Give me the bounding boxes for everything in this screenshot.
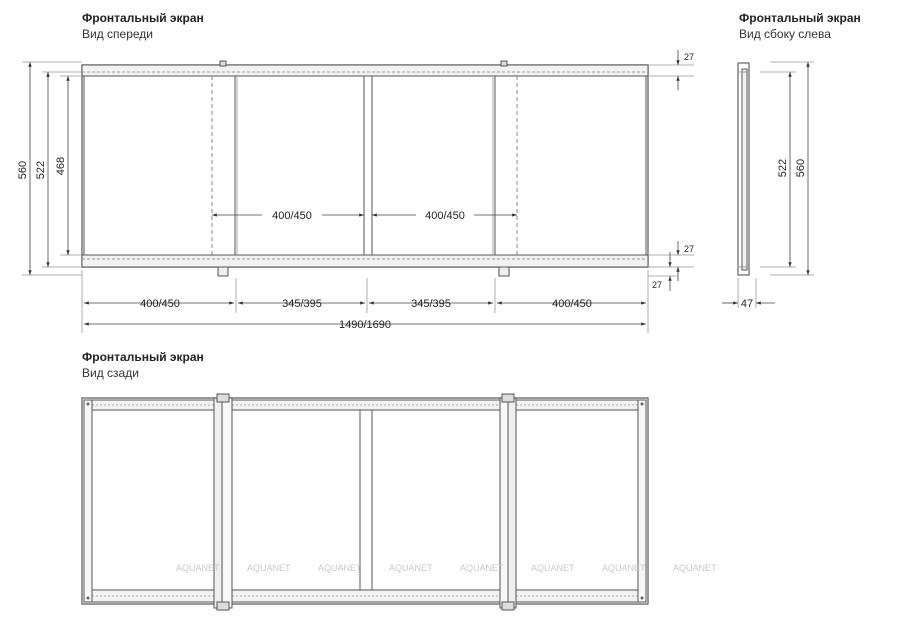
dim-seg-right: 400/450 <box>552 298 592 310</box>
side-dimensions <box>722 62 814 308</box>
front-view-title: Фронтальный экран <box>82 11 204 25</box>
dim-slide-left: 400/450 <box>272 210 312 222</box>
dim-height-inner: 522 <box>35 160 47 180</box>
watermark: AQUANET <box>460 563 504 573</box>
clamp-bottom-right <box>502 602 514 610</box>
dim-side-height-inner: 522 <box>777 158 789 178</box>
front-panel-4 <box>495 76 646 255</box>
front-frame <box>82 65 648 267</box>
watermark: AQUANET <box>602 563 646 573</box>
watermark: AQUANET <box>531 563 575 573</box>
top-clip-left <box>220 61 226 66</box>
clamp-top-right <box>502 394 514 402</box>
dim-side-depth: 47 <box>740 298 754 310</box>
back-bracket-left-b <box>222 398 232 608</box>
dim-seg-mid-left: 345/395 <box>282 298 322 310</box>
front-center-joint <box>364 76 372 255</box>
dim-slide-right: 400/450 <box>425 210 465 222</box>
front-bottom-rail <box>82 255 648 267</box>
front-panel-3 <box>372 76 495 255</box>
side-view-title: Фронтальный экран <box>739 11 861 25</box>
side-view-subtitle: Вид сбоку слева <box>739 27 831 41</box>
watermark: AQUANET <box>176 563 220 573</box>
front-dimension-labels <box>17 52 694 331</box>
back-view-subtitle: Вид сзади <box>82 366 139 380</box>
dim-rail-top: 27 <box>684 52 695 62</box>
side-view <box>738 63 749 275</box>
back-left-post <box>84 400 92 602</box>
dim-height-panel: 468 <box>55 156 67 176</box>
dim-foot: 27 <box>652 280 663 290</box>
front-top-rail <box>82 65 648 76</box>
back-view-title: Фронтальный экран <box>82 350 204 364</box>
dim-rail-bottom: 27 <box>684 244 695 254</box>
foot-right <box>499 267 509 276</box>
watermark: AQUANET <box>673 563 717 573</box>
side-profile-inner <box>742 69 747 270</box>
front-view-subtitle: Вид спереди <box>82 27 154 41</box>
watermark: AQUANET <box>318 563 362 573</box>
dim-height-total: 560 <box>17 160 29 180</box>
clamp-top-left <box>217 394 229 402</box>
back-frame <box>82 398 648 604</box>
front-panel-2 <box>235 76 364 255</box>
front-dimensions <box>22 50 694 333</box>
side-dimension-labels <box>741 159 807 310</box>
dim-overall-length: 1490/1690 <box>339 319 391 331</box>
watermark: AQUANET <box>247 563 291 573</box>
front-view <box>82 61 648 276</box>
front-panel-1 <box>84 76 235 255</box>
dim-side-height-total: 560 <box>795 158 807 178</box>
watermark: AQUANET <box>389 563 433 573</box>
top-clip-right <box>501 61 507 66</box>
back-bracket-right-b <box>508 398 516 608</box>
back-view <box>82 394 648 610</box>
dim-seg-mid-right: 345/395 <box>411 298 451 310</box>
clamp-bottom-left <box>217 602 229 610</box>
foot-left <box>218 267 228 276</box>
back-center-joint <box>360 410 372 590</box>
back-bracket-right-a <box>500 398 508 608</box>
dim-seg-left: 400/450 <box>140 298 180 310</box>
back-bracket-left-a <box>214 398 222 608</box>
watermark-row <box>176 563 717 573</box>
